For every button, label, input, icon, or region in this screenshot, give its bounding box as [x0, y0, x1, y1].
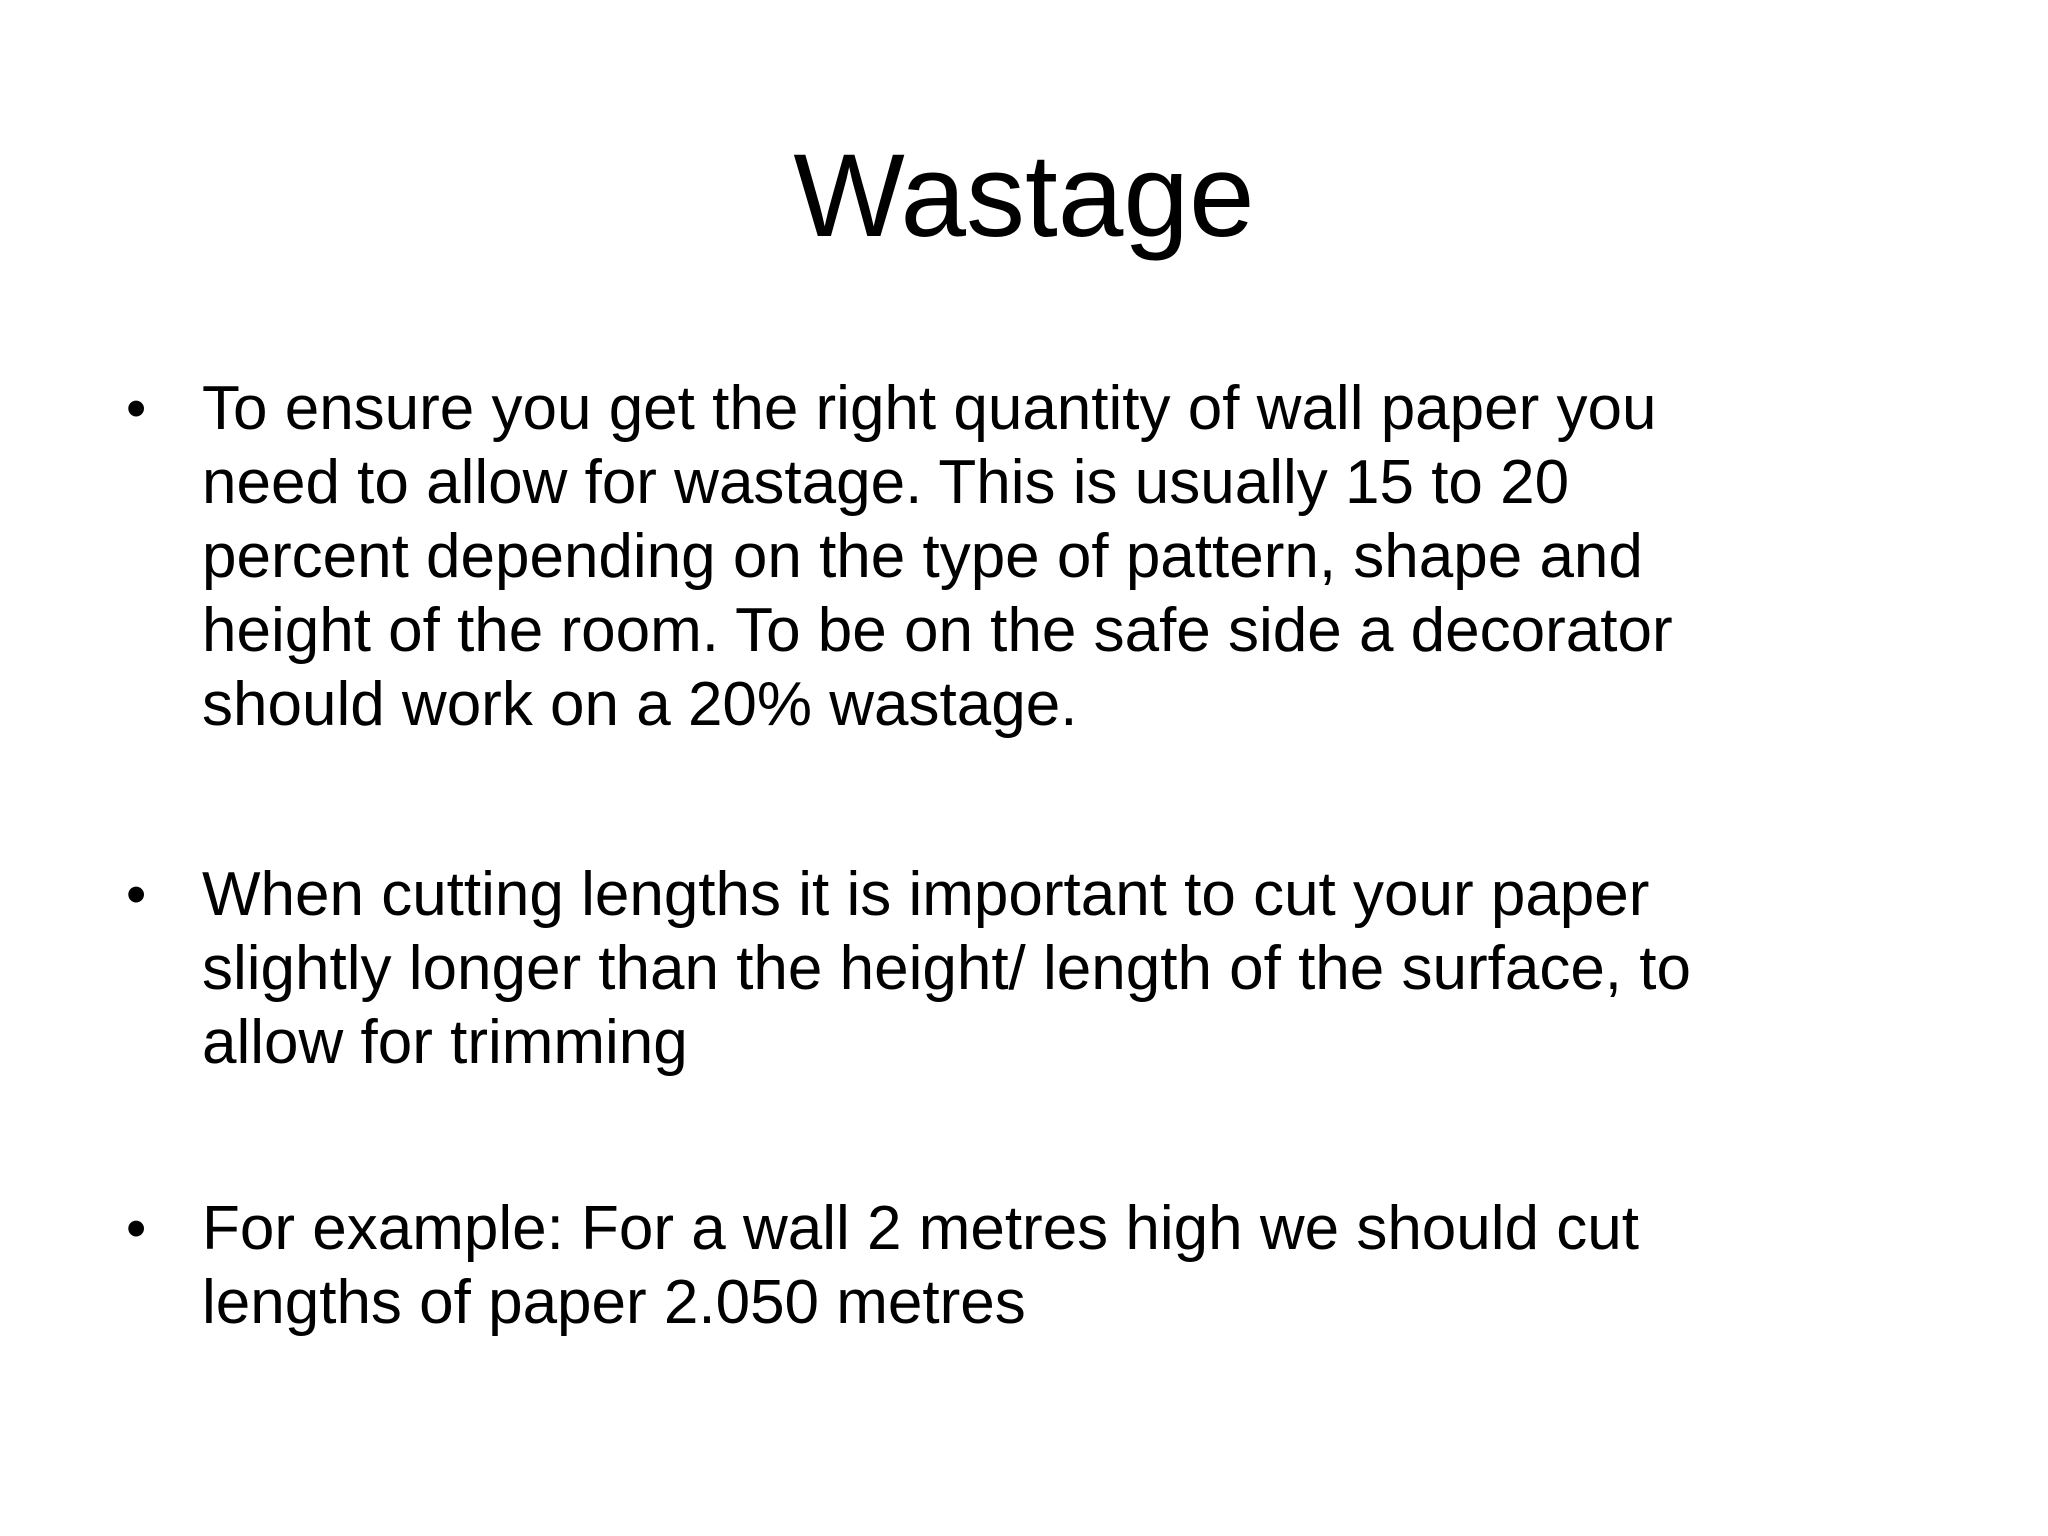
bullet-line: percent depending on the type of pattern, shape and [202, 522, 1643, 591]
bullet-icon: • [126, 1196, 147, 1261]
bullet-line: To ensure you get the right quantity of wall paper you [202, 374, 1657, 443]
bullet-line: height of the room. To be on the safe side a decorator [202, 596, 1673, 665]
bullet-line: When cutting lengths it is important to cut your paper [202, 860, 1650, 929]
bullet-text [202, 1192, 1922, 1340]
bullet-line: should work on a 20% wastage. [202, 670, 1078, 739]
bullet-text [202, 372, 1922, 742]
bullet-line: For example: For a wall 2 metres high we should cut [202, 1194, 1639, 1263]
bullet-icon: • [126, 862, 147, 927]
bullet-line: lengths of paper 2.050 metres [202, 1268, 1026, 1337]
slide-title: Wastage [793, 130, 1255, 262]
bullet-line: need to allow for wastage. This is usually 15 to 20 [202, 448, 1570, 517]
bullet-text [202, 858, 1922, 1080]
bullet-line: slightly longer than the height/ length of the surface, to [202, 934, 1691, 1003]
bullet-line: allow for trimming [202, 1008, 688, 1077]
bullet-icon: • [126, 376, 147, 441]
